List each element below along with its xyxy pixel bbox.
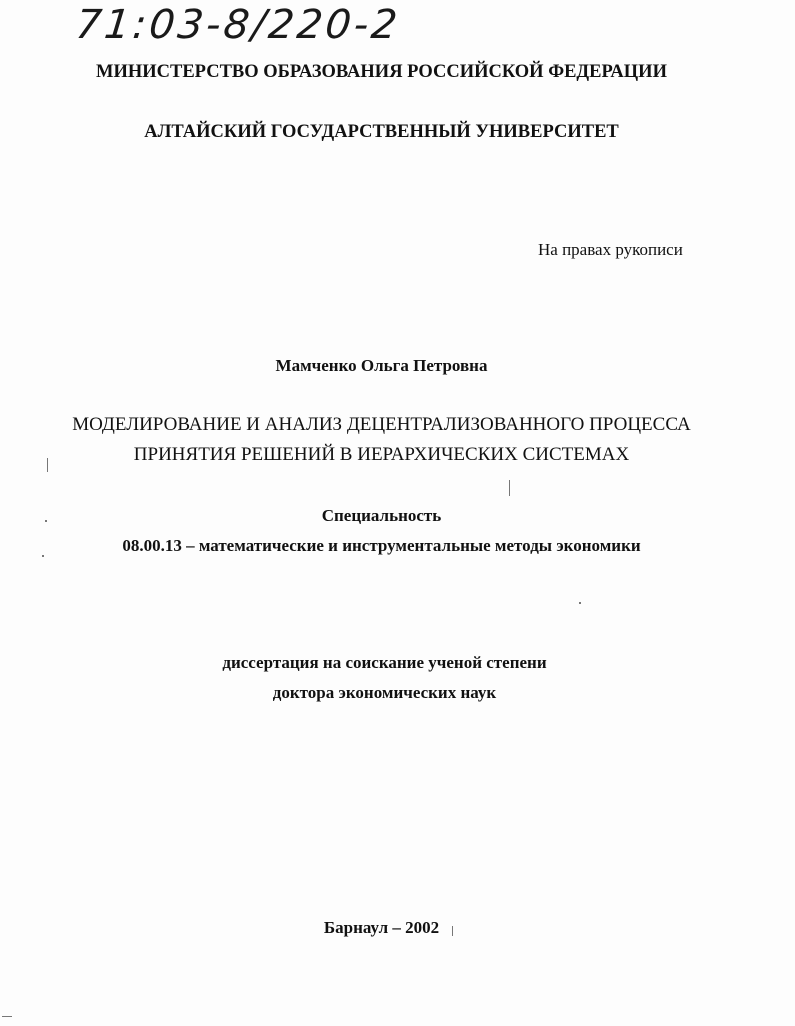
specialty-value: 08.00.13 – математические и инструментальные методы экономики [122, 536, 641, 555]
scan-speck [45, 520, 47, 522]
manuscript-rights: На правах рукописи [538, 240, 683, 259]
degree-line-2: доктора экономических наук [272, 683, 497, 702]
archive-code: 71:03-8/220-2 [73, 2, 403, 48]
dissertation-title-line-1: МОДЕЛИРОВАНИЕ И АНАЛИЗ ДЕЦЕНТРАЛИЗОВАННОГО ПРОЦЕССА [72, 414, 691, 435]
dissertation-title-line-2: ПРИНЯТИЯ РЕШЕНИЙ В ИЕРАРХИЧЕСКИХ СИСТЕМАХ [133, 444, 630, 465]
author-name: Мамченко Ольга Петровна [275, 356, 488, 375]
ministry-heading: МИНИСТЕРСТВО ОБРАЗОВАНИЯ РОССИЙСКОЙ ФЕДЕРАЦИИ [96, 62, 667, 82]
university-heading: АЛТАЙСКИЙ ГОСУДАРСТВЕННЫЙ УНИВЕРСИТЕТ [144, 122, 619, 142]
scan-speck [47, 458, 48, 472]
scan-speck [579, 602, 581, 604]
scan-speck [42, 555, 44, 557]
scan-speck [452, 926, 453, 936]
degree-line-1: диссертация на соискание ученой степени [222, 653, 547, 672]
scan-speck [2, 1016, 12, 1017]
place-year: Барнаул – 2002 [323, 918, 440, 937]
specialty-label: Специальность [321, 506, 442, 525]
scan-speck [509, 480, 510, 496]
